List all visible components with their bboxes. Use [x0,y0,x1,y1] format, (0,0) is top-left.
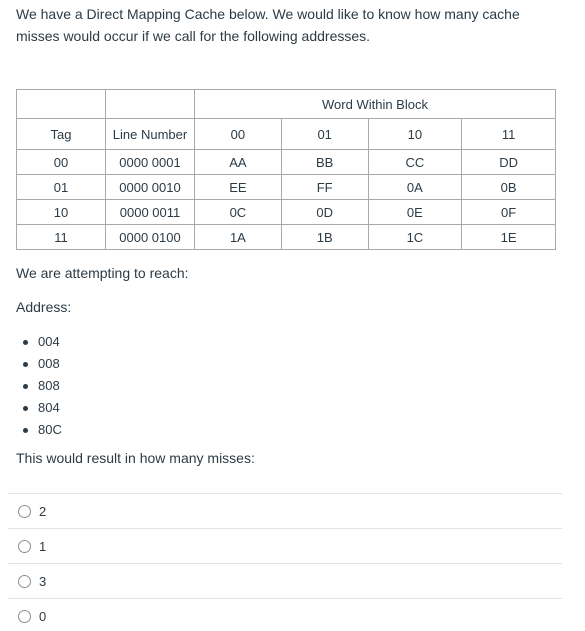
answer-label: 3 [39,573,47,589]
answer-option-2[interactable] [8,493,562,528]
answer-label: 0 [39,608,47,624]
answer-options [8,493,562,631]
table-cell: 1A [195,225,282,250]
table-cell: FF [281,175,368,200]
list-item: 804 [38,397,62,419]
list-item: 004 [38,331,62,353]
table-cell: 01 [17,175,106,200]
word-within-block-header: Word Within Block [195,90,556,119]
result-question: This would result in how many misses: [16,450,255,466]
table-row [17,90,556,119]
table-cell: EE [195,175,282,200]
column-header-line-number: Line Number [106,119,195,150]
table-cell: BB [281,150,368,175]
answer-option-0[interactable] [8,598,562,631]
list-item: 80C [38,419,62,441]
cache-table [16,89,556,250]
address-list [16,331,62,441]
table-cell: AA [195,150,282,175]
table-cell: 0000 0010 [106,175,195,200]
table-cell: 0B [462,175,556,200]
list-item: 808 [38,375,62,397]
table-cell: 10 [17,200,106,225]
table-cell: 1C [368,225,462,250]
table-cell: 0A [368,175,462,200]
table-row [17,200,556,225]
column-header-word-01: 01 [281,119,368,150]
table-cell: 1B [281,225,368,250]
radio-button[interactable] [18,540,31,553]
list-item: 008 [38,353,62,375]
table-cell: DD [462,150,556,175]
reach-label: We are attempting to reach: [16,265,189,281]
table-row [17,150,556,175]
table-cell: 0F [462,200,556,225]
table-header-row [17,119,556,150]
table-cell: 0000 0011 [106,200,195,225]
answer-label: 1 [39,538,47,554]
table-cell: 00 [17,150,106,175]
table-cell: CC [368,150,462,175]
radio-button[interactable] [18,505,31,518]
answer-option-3[interactable] [8,563,562,598]
column-header-word-11: 11 [462,119,556,150]
table-cell [106,90,195,119]
radio-button[interactable] [18,610,31,623]
table-cell: 0C [195,200,282,225]
table-cell: 0D [281,200,368,225]
question-intro: We have a Direct Mapping Cache below. We would like to know how many cache misses would occur if we call for the following addresses. [16,6,520,44]
column-header-word-00: 00 [195,119,282,150]
table-cell: 1E [462,225,556,250]
table-cell: 11 [17,225,106,250]
table-cell [17,90,106,119]
table-cell: 0000 0001 [106,150,195,175]
table-cell: 0E [368,200,462,225]
table-row [17,175,556,200]
answer-label: 2 [39,503,47,519]
address-label: Address: [16,299,72,315]
table-cell: 0000 0100 [106,225,195,250]
answer-option-1[interactable] [8,528,562,563]
column-header-tag: Tag [17,119,106,150]
column-header-word-10: 10 [368,119,462,150]
radio-button[interactable] [18,575,31,588]
table-row [17,225,556,250]
